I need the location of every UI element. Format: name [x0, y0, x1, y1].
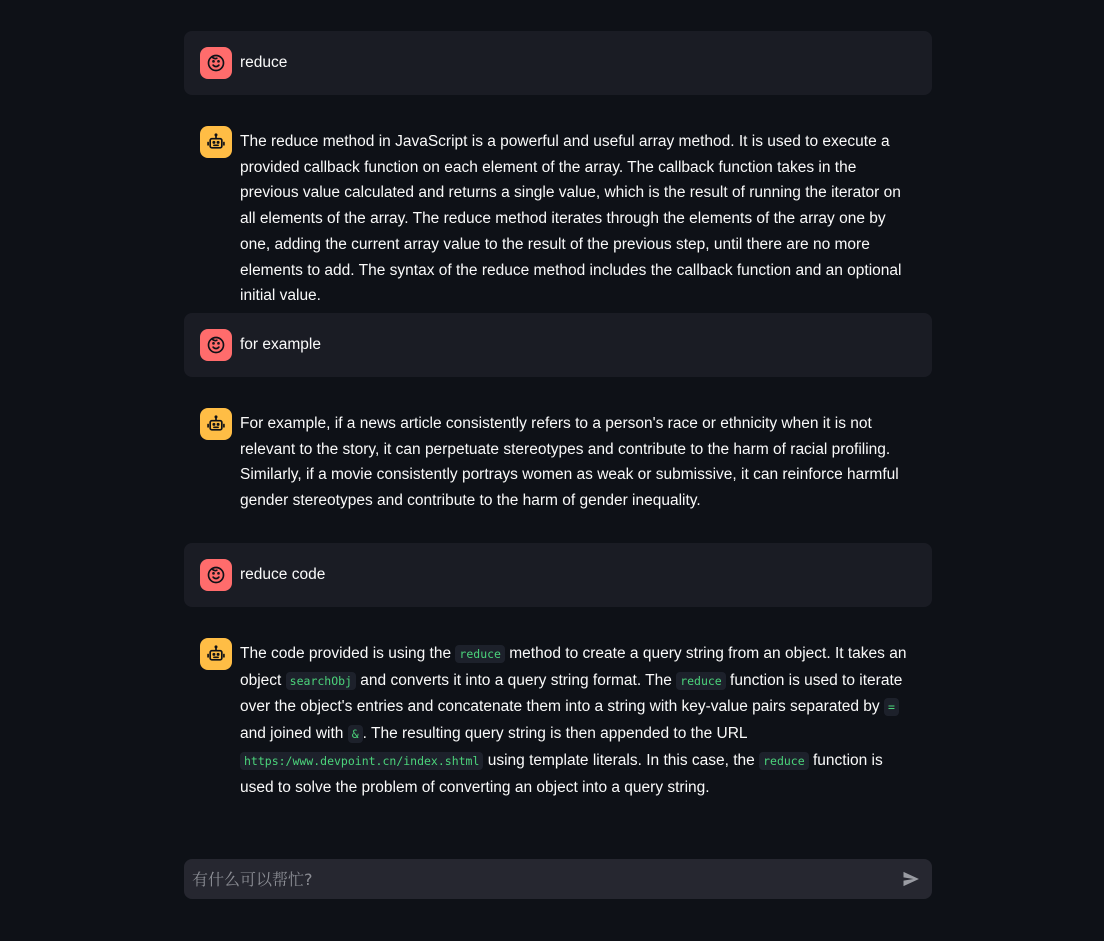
send-button[interactable] — [900, 868, 922, 890]
chat-message-assistant — [184, 622, 932, 816]
user-avatar — [200, 329, 232, 361]
inline-code: searchObj — [286, 672, 356, 690]
robot-icon — [206, 132, 226, 152]
text-segment: function is used to solve the problem of converting an object into a query string. — [240, 751, 883, 796]
inline-code: & — [348, 725, 363, 743]
chat-message-user — [184, 543, 932, 607]
smiley-face-icon — [206, 565, 226, 585]
chat-input-container — [184, 859, 932, 899]
text-segment: and joined with — [240, 725, 348, 743]
message-text: The reduce method in JavaScript is a powerful and useful array method. It is used to execute a provided callback function on each element of the array. The callback function takes in the previous value calculated and returns a single value, which is the result of running the iterator on all elements of the array. The reduce method iterates through the elements of the array one by one, adding the current array value to the result of the previous step, until there are no more elements to add. The syntax of the reduce method includes the callback function and an optional initial value. — [240, 133, 902, 305]
smiley-face-icon — [206, 53, 226, 73]
chat-message-assistant — [184, 392, 932, 530]
text-segment: The code provided is using the — [240, 645, 456, 662]
assistant-avatar — [200, 638, 232, 670]
chat-message-user — [184, 313, 932, 377]
smiley-face-icon — [206, 335, 226, 355]
message-text: for example — [240, 336, 321, 353]
send-arrow-icon — [901, 869, 921, 889]
inline-code: = — [884, 698, 899, 716]
text-segment: method to create a query string from an object. It takes an object — [240, 645, 907, 689]
robot-icon — [206, 414, 226, 434]
message-text: For example, if a news article consistently refers to a person's race or ethnicity when it is not relevant to the story, it can perpetuate stereotypes and contribute to the harm of racial profiling. Similarly, if a movie consistently portrays women as weak or submissive, it can reinforce harmful gender stereotypes and contribute to the harm of gender inequality. — [240, 415, 899, 510]
chat-message-user — [184, 31, 932, 95]
robot-icon — [206, 644, 226, 664]
assistant-avatar — [200, 408, 232, 440]
text-segment: and converts it into a query string format. The — [355, 671, 677, 689]
text-segment: function is used to iterate over the object's entries and concatenate them into a string with key-value pairs separated by — [240, 671, 903, 716]
inline-code: reduce — [455, 645, 505, 663]
text-segment: . The resulting query string is then appended to the URL — [362, 725, 747, 743]
message-text: reduce — [240, 54, 288, 71]
assistant-avatar — [200, 126, 232, 158]
message-text — [240, 638, 916, 800]
inline-code: reduce — [759, 752, 809, 770]
chat-input[interactable] — [192, 859, 900, 899]
user-avatar — [200, 559, 232, 591]
message-text: reduce code — [240, 566, 326, 583]
chat-message-assistant — [184, 110, 932, 325]
text-segment: using template literals. In this case, the — [483, 751, 760, 769]
inline-code: reduce — [676, 672, 726, 690]
user-avatar — [200, 47, 232, 79]
inline-code: https:/www.devpoint.cn/index.shtml — [240, 752, 483, 770]
